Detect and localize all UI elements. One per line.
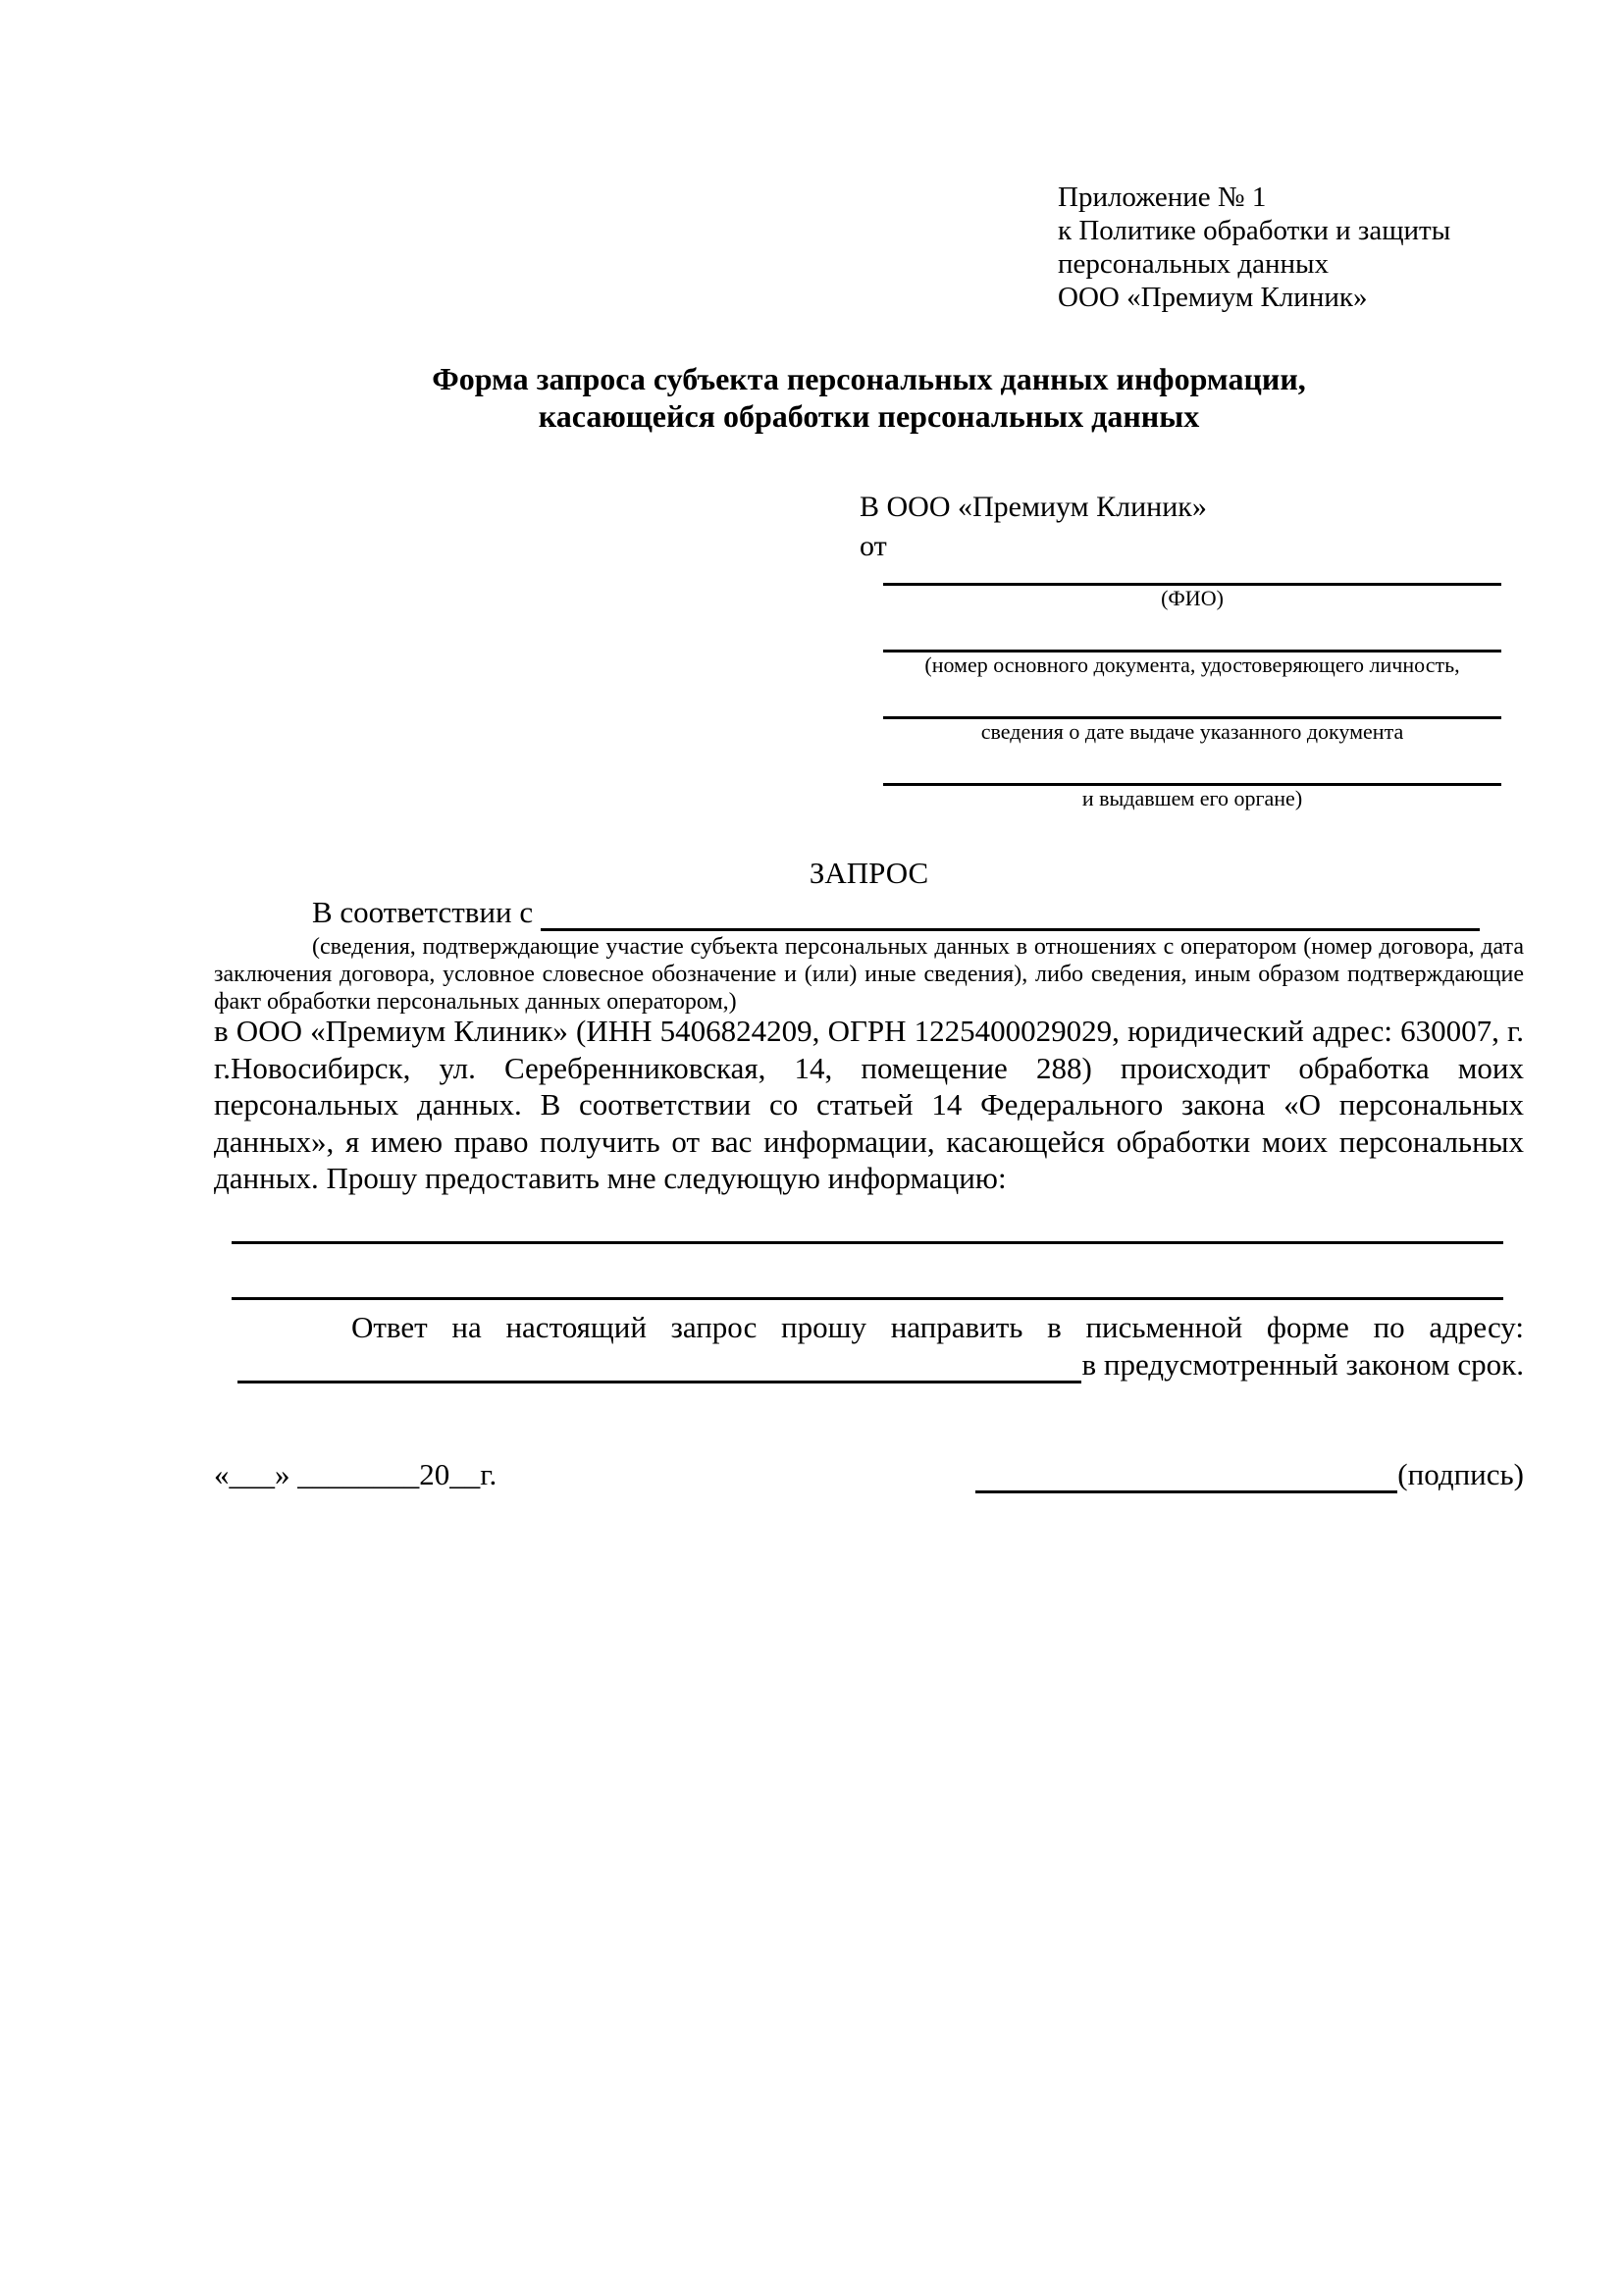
main-paragraph: в ООО «Премиум Клиник» (ИНН 5406824209, ОГРН 1225400029029, юридический адрес: 630007, г. г.Новосибирск, ул. Серебренниковская, 14, помещение 288) происходит обработка моих персональных данных. В соответствии со статьей 14 Федерального закона «О персональных данных», я имею право получить от вас информации, касающейся обработки моих персональных данных. Прошу предоставить мне следующую информацию: <box>214 1014 1524 1196</box>
appendix-line: ООО «Премиум Клиник» <box>1058 282 1368 313</box>
signature-caption: (подпись) <box>1397 1457 1524 1491</box>
accordance-row <box>214 894 1524 931</box>
signature-blank-line <box>975 1456 1397 1493</box>
addressee-block <box>860 488 1507 850</box>
signature-part <box>975 1456 1524 1493</box>
addressee-from-label: от <box>860 530 887 562</box>
addressee-to: В ООО «Премиум Клиник» <box>860 491 1207 523</box>
document-title-line-1: Форма запроса субъекта персональных данных информации, <box>432 361 1306 396</box>
response-address-blank-line <box>237 1346 1081 1383</box>
appendix-line: Приложение № 1 <box>1058 182 1267 213</box>
response-request-paragraph: Ответ на настоящий запрос прошу направить в письменной форме по адресу: <box>351 1310 1524 1344</box>
date-blank-text: «___» ________20__г. <box>214 1457 497 1491</box>
document-title-line-2: касающейся обработки персональных данных <box>538 398 1200 434</box>
document-number-caption: (номер основного документа, удостоверяющего личность, <box>924 652 1460 677</box>
request-heading: ЗАПРОС <box>809 856 929 890</box>
accordance-label: В соответствии с <box>312 895 541 929</box>
issue-date-caption: сведения о дате выдаче указанного документа <box>980 719 1404 744</box>
issuing-authority-caption: и выдавшем его органе) <box>1081 786 1303 810</box>
appendix-block <box>1058 181 1450 314</box>
appendix-line: персональных данных <box>1058 248 1330 280</box>
information-blank-line-1 <box>232 1241 1503 1244</box>
appendix-line: к Политике обработки и защиты <box>1058 215 1451 246</box>
response-address-row <box>214 1346 1524 1383</box>
accordance-blank-line <box>541 894 1480 931</box>
document-title <box>214 360 1524 435</box>
date-signature-row <box>214 1456 1524 1493</box>
fio-caption: (ФИО) <box>1161 586 1224 610</box>
information-blank-line-2 <box>232 1297 1503 1300</box>
small-print-note: (сведения, подтверждающие участие субъекта персональных данных в отношениях с оператором (номер договора, дата заключения договора, условное словесное обозначение и (или) иные сведения), либо сведения, иным образом подтверждающие факт обработки персональных данных оператором,) <box>214 934 1524 1015</box>
response-deadline-text: в предусмотренный законом срок. <box>1081 1347 1524 1382</box>
